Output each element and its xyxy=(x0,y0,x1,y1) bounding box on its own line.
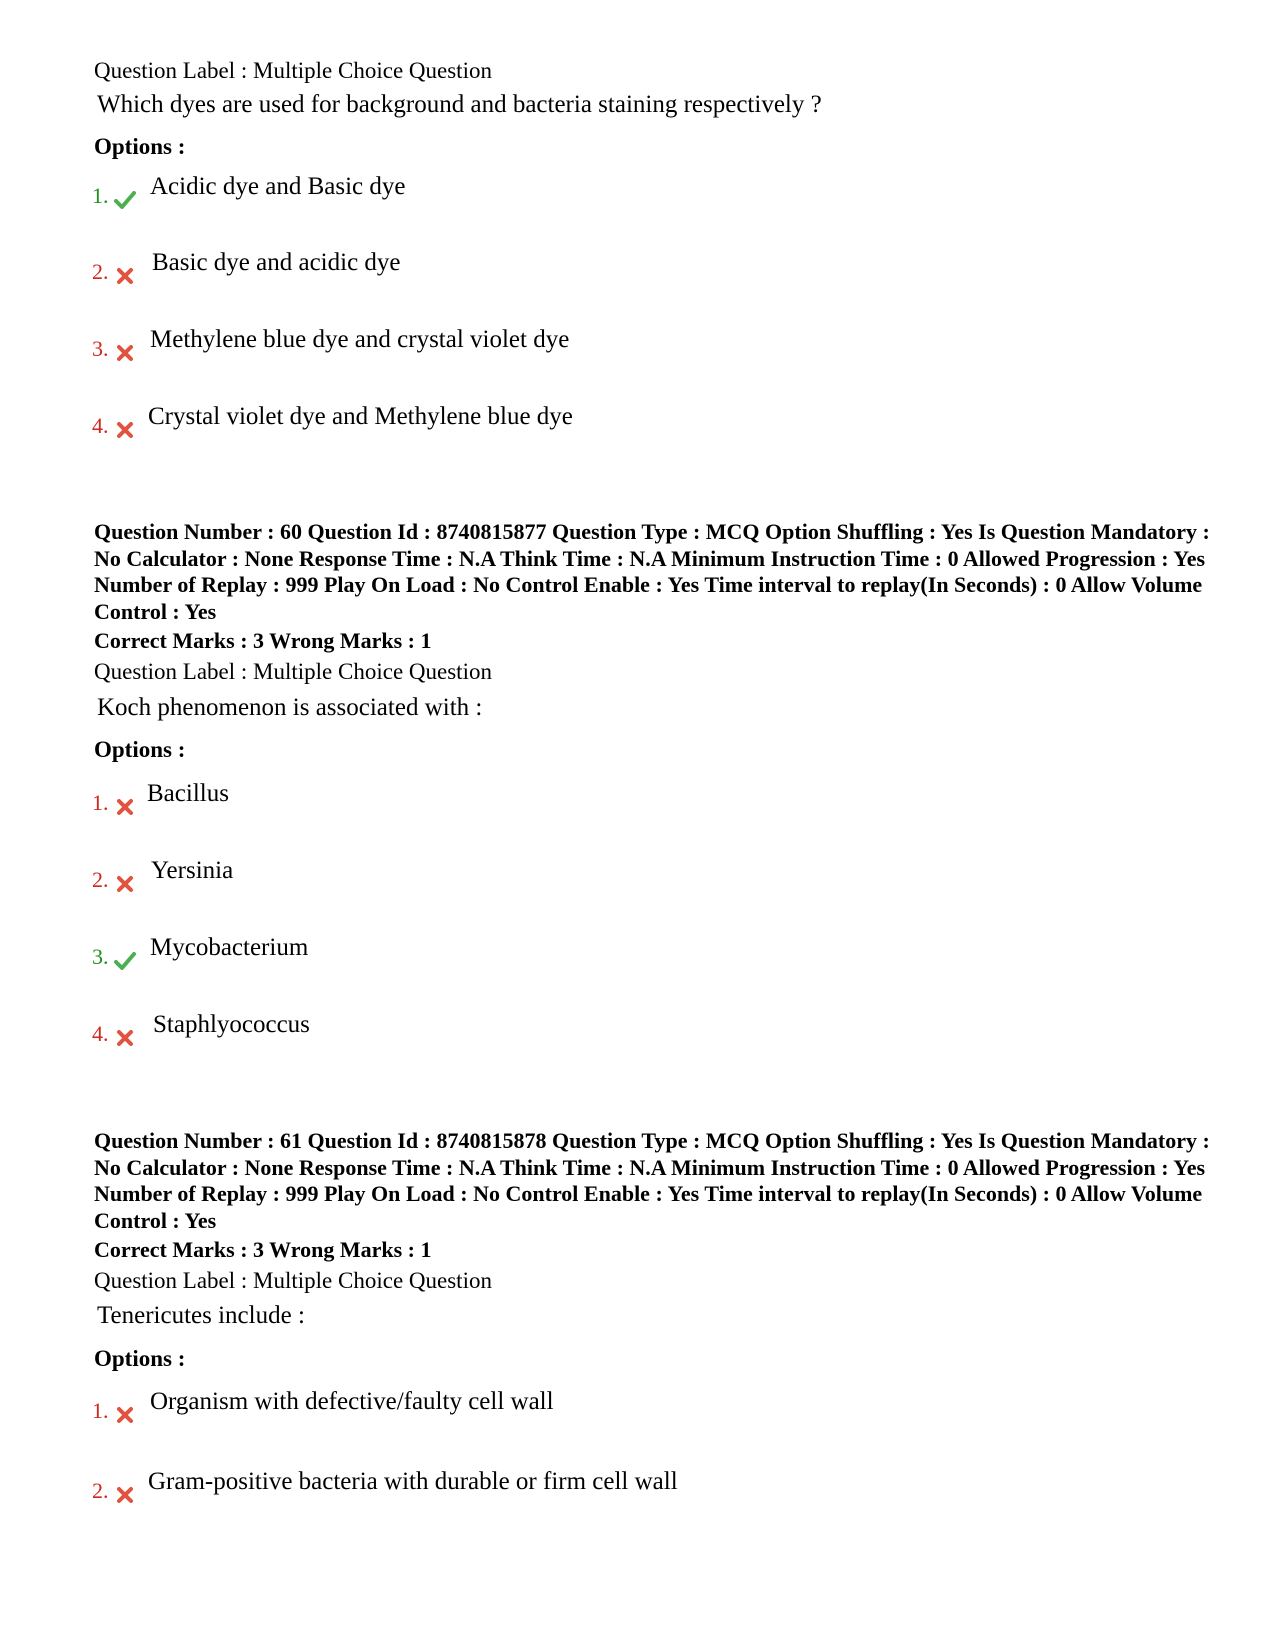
options-heading: Options : xyxy=(94,737,186,762)
option-number: 4. xyxy=(92,413,109,438)
question-text: Tenericutes include : xyxy=(97,1302,305,1329)
option-text: Gram-positive bacteria with durable or firm cell wall xyxy=(148,1468,678,1495)
question-label: Question Label : Multiple Choice Question xyxy=(94,659,492,684)
options-heading: Options : xyxy=(94,1346,186,1371)
option-item xyxy=(92,249,992,299)
option-number: 1. xyxy=(92,790,109,815)
option-text: Yersinia xyxy=(151,857,234,884)
cross-icon xyxy=(114,873,136,895)
option-number: 3. xyxy=(92,336,109,361)
check-icon xyxy=(114,950,136,972)
option-item xyxy=(92,1468,992,1518)
option-text: Mycobacterium xyxy=(150,934,309,961)
question-label: Question Label : Multiple Choice Question xyxy=(94,1268,492,1293)
option-text: Bacillus xyxy=(147,780,229,807)
option-text: Acidic dye and Basic dye xyxy=(150,173,406,200)
option-number: 2. xyxy=(92,1478,109,1503)
option-item xyxy=(92,326,992,376)
cross-icon xyxy=(114,342,136,364)
option-item xyxy=(92,934,992,984)
option-item xyxy=(92,780,992,830)
option-item xyxy=(92,173,992,223)
option-text: Basic dye and acidic dye xyxy=(152,249,401,276)
option-text: Methylene blue dye and crystal violet dye xyxy=(150,326,570,353)
options-heading: Options : xyxy=(94,134,186,159)
option-text: Crystal violet dye and Methylene blue dye xyxy=(148,403,573,430)
cross-icon xyxy=(114,796,136,818)
option-item xyxy=(92,1388,992,1438)
question-meta: Question Number : 61 Question Id : 8740815878 Question Type : MCQ Option Shuffling : Yes Is Question Mandatory : No Calculator : None Response Time : N.A Think Time : N.A Minimum Instruction Time : 0 Allowed Progression : Yes Number of Replay : 999 Play On Load : No Control Enable : Yes Time interval to replay(In Seconds) : 0 Allow Volume Control : Yes xyxy=(94,1128,1210,1233)
option-text: Staphlyococcus xyxy=(153,1011,310,1038)
option-number: 4. xyxy=(92,1021,109,1046)
cross-icon xyxy=(114,265,136,287)
question-marks: Correct Marks : 3 Wrong Marks : 1 xyxy=(94,628,432,653)
check-icon xyxy=(114,189,136,211)
cross-icon xyxy=(114,1027,136,1049)
option-number: 2. xyxy=(92,259,109,284)
question-label: Question Label : Multiple Choice Question xyxy=(94,58,492,83)
option-text: Organism with defective/faulty cell wall xyxy=(150,1388,554,1415)
option-number: 1. xyxy=(92,1398,109,1423)
question-marks: Correct Marks : 3 Wrong Marks : 1 xyxy=(94,1237,432,1262)
option-item xyxy=(92,403,992,453)
question-meta: Question Number : 60 Question Id : 8740815877 Question Type : MCQ Option Shuffling : Yes Is Question Mandatory : No Calculator : None Response Time : N.A Think Time : N.A Minimum Instruction Time : 0 Allowed Progression : Yes Number of Replay : 999 Play On Load : No Control Enable : Yes Time interval to replay(In Seconds) : 0 Allow Volume Control : Yes xyxy=(94,519,1210,624)
cross-icon xyxy=(114,1484,136,1506)
cross-icon xyxy=(114,419,136,441)
option-number: 2. xyxy=(92,867,109,892)
question-text: Koch phenomenon is associated with : xyxy=(97,694,483,721)
option-item xyxy=(92,1011,992,1061)
option-number: 3. xyxy=(92,944,109,969)
option-item xyxy=(92,857,992,907)
question-text: Which dyes are used for background and bacteria staining respectively ? xyxy=(97,91,822,118)
cross-icon xyxy=(114,1404,136,1426)
option-number: 1. xyxy=(92,183,109,208)
